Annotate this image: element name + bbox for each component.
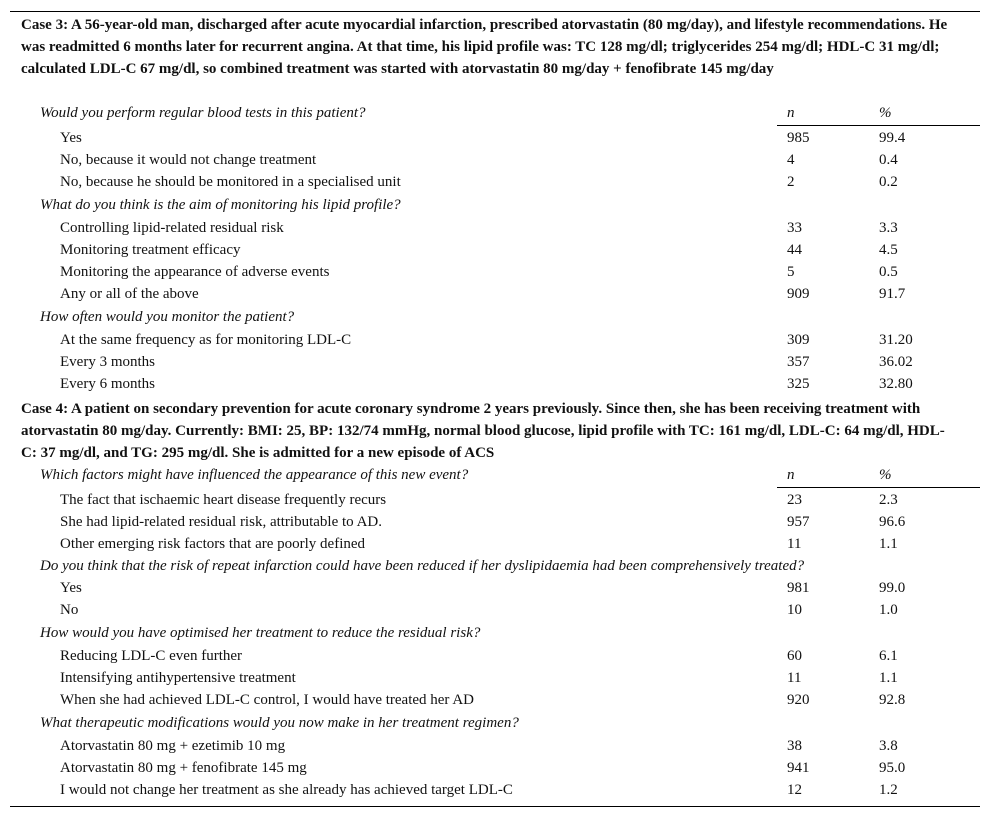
table-row-n: 33: [787, 220, 802, 236]
table-row-label: Reducing LDL-C even further: [60, 648, 243, 664]
table-row-pct: 1.0: [879, 602, 898, 618]
table-row-pct: 1.2: [879, 782, 898, 798]
case4-q3-question: How would you have optimised her treatment to reduce the residual risk?: [40, 625, 481, 641]
table-row-pct: 4.5: [879, 242, 898, 258]
table-row-n: 920: [787, 692, 810, 708]
table-row-n: 957: [787, 514, 810, 530]
table-row-pct: 3.8: [879, 738, 898, 754]
table-row-n: 941: [787, 760, 810, 776]
table-row-pct: 6.1: [879, 648, 898, 664]
table-row-label: Atorvastatin 80 mg + fenofibrate 145 mg: [60, 760, 307, 776]
case4-q1-question: Which factors might have influenced the appearance of this new event?: [40, 467, 469, 483]
table-row-pct: 95.0: [879, 760, 906, 776]
table-row-pct: 99.4: [879, 130, 906, 146]
table-row-n: 12: [787, 782, 802, 798]
table-row-pct: 91.7: [879, 286, 906, 302]
table-row-n: 38: [787, 738, 802, 754]
case3-q3-question: How often would you monitor the patient?: [40, 309, 295, 325]
case3-q2-question: What do you think is the aim of monitoring his lipid profile?: [40, 197, 401, 213]
case3-header-rule: [777, 125, 980, 126]
table-row-pct: 1.1: [879, 670, 898, 686]
table-row-pct: 96.6: [879, 514, 906, 530]
table-row-label: Every 3 months: [60, 354, 155, 370]
table-row-label: When she had achieved LDL-C control, I would have treated her AD: [60, 692, 475, 708]
table-row-label: Every 6 months: [60, 376, 155, 392]
table-row-label: No, because it would not change treatment: [60, 152, 317, 168]
table-row-pct: 31.20: [879, 332, 913, 348]
table-row-n: 909: [787, 286, 810, 302]
table-row-n: 2: [787, 174, 795, 190]
table-row-label: At the same frequency as for monitoring LDL-C: [60, 332, 352, 348]
table-row-pct: 99.0: [879, 580, 906, 596]
table-row-n: 985: [787, 130, 810, 146]
table-row-label: Any or all of the above: [60, 286, 199, 302]
survey-table: [10, 11, 980, 807]
table-row-label: No, because he should be monitored in a specialised unit: [60, 174, 401, 190]
table-row-pct: 0.5: [879, 264, 898, 280]
table-row-label: I would not change her treatment as she already has achieved target LDL-C: [60, 782, 513, 798]
table-row-n: 11: [787, 670, 802, 686]
table-row-label: Yes: [60, 580, 82, 596]
table-row-label: She had lipid-related residual risk, attributable to AD.: [60, 514, 383, 530]
table-row-n: 5: [787, 264, 795, 280]
table-row-label: The fact that ischaemic heart disease frequently recurs: [60, 492, 387, 508]
table-row-pct: 36.02: [879, 354, 913, 370]
table-row-n: 981: [787, 580, 810, 596]
table-row-pct: 92.8: [879, 692, 906, 708]
table-row-n: 325: [787, 376, 810, 392]
table-row-n: 309: [787, 332, 810, 348]
table-row-n: 11: [787, 536, 802, 552]
table-row-label: Monitoring treatment efficacy: [60, 242, 241, 258]
table-row-label: Controlling lipid-related residual risk: [60, 220, 284, 236]
case4-q2-question: Do you think that the risk of repeat infarction could have been reduced if her dyslipidaemia had been comprehensively treated?: [40, 558, 805, 574]
case3-col-pct: %: [879, 105, 892, 121]
table-row-label: Other emerging risk factors that are poorly defined: [60, 536, 366, 552]
case4-col-pct: %: [879, 467, 892, 483]
table-row-pct: 3.3: [879, 220, 898, 236]
table-row-pct: 1.1: [879, 536, 898, 552]
case4-col-n: n: [787, 467, 795, 483]
table-row-pct: 2.3: [879, 492, 898, 508]
case3-heading: Case 3: A 56-year-old man, discharged after acute myocardial infarction, prescribed atorvastatin (80 mg/day), and lifestyle recommendations. He was readmitted 6 months later for recurrent angina. At that time, his lipid profile was: TC 128 mg/dl; triglycerides 254 mg/dl; HDL-C 31 mg/dl; calculated LDL-C 67 mg/dl, so combined treatment was started with atorvastatin 80 mg/day + fenofibrate 145 mg/day: [21, 17, 948, 77]
table-row-n: 4: [787, 152, 795, 168]
table-row-n: 357: [787, 354, 810, 370]
case4-header-rule: [777, 487, 980, 488]
case3-col-n: n: [787, 105, 795, 121]
table-row-pct: 0.2: [879, 174, 898, 190]
table-row-pct: 32.80: [879, 376, 913, 392]
table-row-n: 23: [787, 492, 802, 508]
table-row-label: No: [60, 602, 79, 618]
table-row-label: Monitoring the appearance of adverse events: [60, 264, 330, 280]
table-row-label: Yes: [60, 130, 82, 146]
table-row-label: Intensifying antihypertensive treatment: [60, 670, 296, 686]
table-row-n: 60: [787, 648, 802, 664]
table-row-pct: 0.4: [879, 152, 898, 168]
case4-heading: Case 4: A patient on secondary prevention for acute coronary syndrome 2 years previously. Since then, she has been receiving treatment with atorvastatin 80 mg/day. Currently: BMI: 25, BP: 132/74 mmHg, normal blood glucose, lipid profile with TC: 161 mg/dl, LDL-C: 64 mg/dl, HDL-C: 37 mg/dl, and TG: 295 mg/dl. She is admitted for a new episode of ACS: [21, 401, 945, 461]
case3-q1-question: Would you perform regular blood tests in this patient?: [40, 105, 366, 121]
table-row-label: Atorvastatin 80 mg + ezetimib 10 mg: [60, 738, 286, 754]
table-row-n: 10: [787, 602, 802, 618]
case4-q4-question: What therapeutic modifications would you now make in her treatment regimen?: [40, 715, 519, 731]
table-row-n: 44: [787, 242, 802, 258]
